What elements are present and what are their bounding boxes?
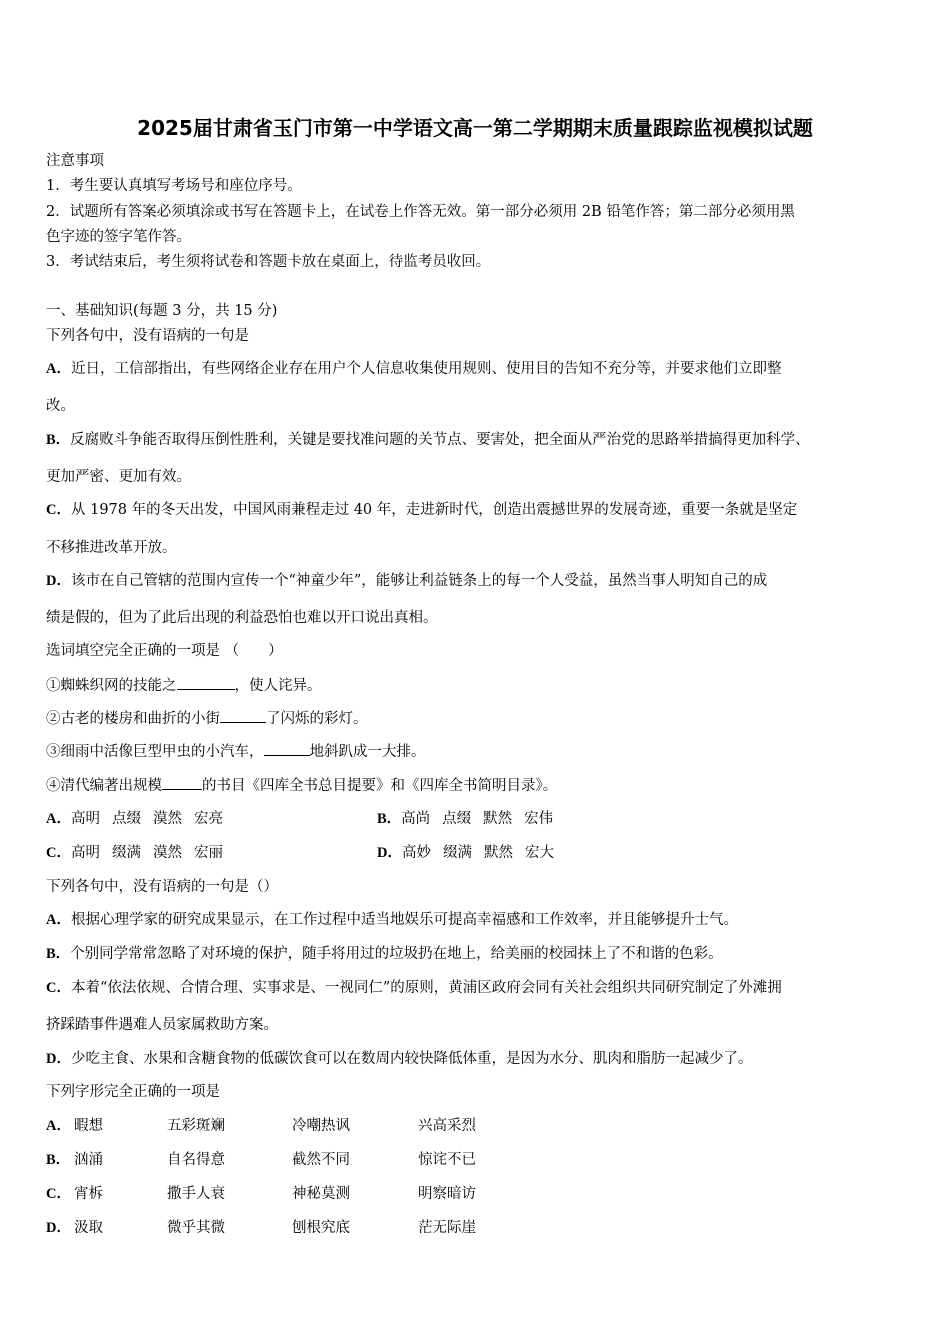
option-label: C． — [46, 845, 71, 861]
option-word: 冷嘲热讽 — [292, 1118, 350, 1134]
page-title: 2025届甘肃省玉门市第一中学语文高一第二学期期末质量跟踪监视模拟试题 — [137, 116, 813, 140]
option-word: 宏亮 — [193, 811, 223, 827]
option-label: D． — [46, 573, 71, 589]
option-label: B． — [46, 946, 71, 962]
option-text: 个别同学常常忽略了对环境的保护，随手将用过的垃圾扔在地上，给美丽的校园抹上了不和谐的色彩。 — [70, 946, 723, 962]
option-label: D． — [377, 845, 402, 861]
option-label: B． — [46, 432, 71, 448]
fill-blank — [177, 675, 235, 690]
option-word: 漠然 — [152, 845, 182, 861]
option-word: 五彩斑斓 — [167, 1118, 225, 1134]
option-a — [46, 910, 738, 930]
option-b — [46, 944, 723, 964]
option-label: D． — [46, 1220, 71, 1236]
sentence-post: 地斜趴成一大排。 — [309, 744, 426, 760]
fill-blank — [220, 708, 266, 723]
option-text: 从 1978 年的冬天出发，中国风雨兼程走过 40 年，走进新时代，创造出震撼世界的发展奇迹，重要一条就是坚定 — [70, 502, 798, 518]
option-text: 少吃主食、水果和含糖食物的低碳饮食可以在数周内较快降低体重，是因为水分、肌肉和脂肪一起减少了。 — [70, 1051, 753, 1067]
option-word: 宏伟 — [524, 811, 554, 827]
option-word: 高尚 — [401, 811, 431, 827]
section-heading: 一、基础知识(每题 3 分，共 15 分) — [46, 303, 278, 319]
option-word: 自名得意 — [167, 1152, 225, 1168]
option-d — [377, 843, 554, 863]
option-word: 兴高采烈 — [418, 1118, 476, 1134]
option-text: 本着“依法依规、合情合理、实事求是、一视同仁”的原则，黄浦区政府会同有关社会组织共同研究制定了外滩拥 — [70, 980, 782, 996]
option-word: 默然 — [483, 845, 513, 861]
option-text: 近日，工信部指出，有些网络企业存在用户个人信息收集使用规则、使用目的告知不充分等，并要求他们立即整 — [70, 361, 782, 377]
option-label: A． — [46, 1118, 71, 1134]
option-word: 高妙 — [401, 845, 431, 861]
option-word: 明察暗访 — [418, 1186, 476, 1202]
option-word: 点缀 — [442, 811, 472, 827]
notice-item: 3．考试结束后，考生须将试卷和答题卡放在桌面上，待监考员收回。 — [46, 254, 491, 270]
option-word: 汲取 — [74, 1220, 103, 1236]
option-text: 根据心理学家的研究成果显示，在工作过程中适当地娱乐可提高幸福感和工作效率，并且能够提升士气。 — [70, 912, 738, 928]
sentence-pre: ③细雨中活像巨型甲虫的小汽车， — [46, 744, 264, 760]
fill-sentence — [46, 675, 322, 696]
option-a — [46, 809, 223, 829]
fill-sentence — [46, 775, 557, 796]
option-word: 暇想 — [74, 1118, 103, 1134]
sentence-post: ，使人诧异。 — [234, 678, 322, 694]
option-a-continued: 改。 — [46, 398, 75, 414]
option-word: 宏大 — [524, 845, 554, 861]
option-word: 惊诧不已 — [418, 1152, 476, 1168]
option-word: 截然不同 — [292, 1152, 350, 1168]
option-word: 缀满 — [111, 845, 141, 861]
option-label: B． — [377, 811, 402, 827]
option-word: 高明 — [70, 811, 100, 827]
option-b — [46, 430, 810, 450]
sentence-post: 了闪烁的彩灯。 — [266, 711, 368, 727]
option-word: 宏丽 — [193, 845, 223, 861]
notice-item-continued: 色字迹的签字笔作答。 — [46, 229, 191, 245]
option-text: 反腐败斗争能否取得压倒性胜利，关键是要找准问题的关节点、要害处，把全面从严治党的思路举措搞得更加科学、 — [70, 432, 810, 448]
option-word: 茫无际崖 — [418, 1220, 476, 1236]
question-stem: 下列各句中，没有语病的一句是（） — [46, 879, 278, 895]
sentence-pre: ②古老的楼房和曲折的小街 — [46, 711, 220, 727]
option-c-continued: 挤踩踏事件遇难人员家属救助方案。 — [46, 1017, 278, 1033]
option-word: 汹涌 — [74, 1152, 103, 1168]
fill-blank — [264, 741, 310, 756]
notice-heading: 注意事项 — [46, 153, 104, 169]
option-label: C． — [46, 502, 71, 518]
option-word: 高明 — [70, 845, 100, 861]
fill-sentence — [46, 708, 368, 729]
option-c — [46, 500, 797, 520]
option-d — [46, 1049, 752, 1069]
option-text: 该市在自己管辖的范围内宣传一个“神童少年”，能够让利益链条上的每一个人受益，虽然当事人明知自己的成 — [70, 573, 768, 589]
option-word: 点缀 — [111, 811, 141, 827]
notice-item: 2．试题所有答案必须填涂或书写在答题卡上，在试卷上作答无效。第一部分必须用 2B 铅笔作答；第二部分必须用黑 — [46, 204, 795, 220]
option-c-continued: 不移推进改革开放。 — [46, 540, 177, 556]
option-word: 刨根究底 — [292, 1220, 350, 1236]
sentence-pre: ①蜘蛛织网的技能之 — [46, 678, 177, 694]
option-label: D． — [46, 1051, 71, 1067]
fill-blank — [162, 775, 202, 790]
option-a — [46, 359, 781, 379]
notice-item: 1．考生要认真填写考场号和座位序号。 — [46, 178, 302, 194]
option-c — [46, 978, 782, 998]
sentence-post: 的书目《四库全书总目提要》和《四库全书简明目录》。 — [202, 778, 558, 794]
option-label: A． — [46, 811, 71, 827]
question-stem: 下列各句中，没有语病的一句是 — [46, 328, 249, 344]
option-label: A． — [46, 912, 71, 928]
option-label: A． — [46, 361, 71, 377]
option-d — [46, 571, 767, 591]
option-word: 微乎其微 — [167, 1220, 225, 1236]
option-word: 宵柝 — [74, 1186, 103, 1202]
question-stem: 下列字形完全正确的一项是 — [46, 1084, 220, 1100]
option-d-continued: 绩是假的，但为了此后出现的利益恐怕也难以开口说出真相。 — [46, 610, 438, 626]
sentence-pre: ④清代编著出规模 — [46, 778, 162, 794]
question-stem: 选词填空完全正确的一项是 （ ） — [46, 643, 283, 659]
option-label: C． — [46, 1186, 71, 1202]
option-label: B． — [46, 1152, 71, 1168]
option-word: 神秘莫测 — [292, 1186, 350, 1202]
option-label: C． — [46, 980, 71, 996]
option-word: 缀满 — [442, 845, 472, 861]
option-b — [377, 809, 553, 829]
option-word: 默然 — [483, 811, 513, 827]
option-word: 漠然 — [152, 811, 182, 827]
option-b-continued: 更加严密、更加有效。 — [46, 469, 191, 485]
option-c — [46, 843, 223, 863]
fill-sentence — [46, 741, 426, 762]
option-word: 撒手人衰 — [167, 1186, 225, 1202]
